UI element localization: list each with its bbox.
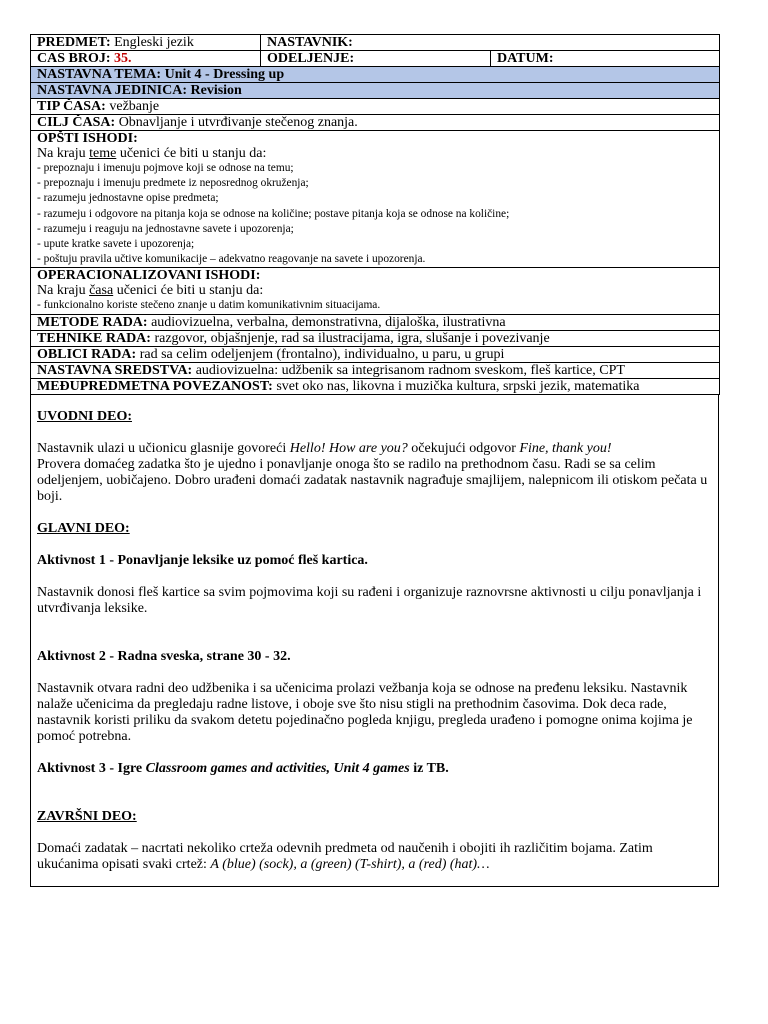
tip-casa-cell (31, 99, 720, 115)
oblici-rada-value: rad sa celim odeljenjem (frontalno), individualno, u paru, u grupi (139, 346, 505, 362)
cilj-casa-cell (31, 115, 720, 131)
datum-cell (491, 51, 720, 67)
tip-casa-label: TIP ČASA: (37, 99, 106, 114)
metode-rada-cell (31, 314, 720, 330)
cas-broj-value: 35. (114, 51, 132, 66)
povezanost-cell (31, 378, 720, 394)
lesson-plan-document (30, 34, 719, 887)
odeljenje-label: ODELJENJE: (267, 51, 355, 66)
opsti-ishodi-item: - razumeju i odgovore na pitanja koja se odnose na količine; postave pitanja koja se odnose na količine; (37, 207, 510, 220)
nastavna-tema: NASTAVNA TEMA: Unit 4 - Dressing up (31, 67, 720, 83)
tehnike-rada-label: TEHNIKE RADA: (37, 330, 151, 346)
lesson-header-table (30, 34, 720, 395)
nastavnik-cell (261, 35, 720, 51)
opsti-ishodi-item: - razumeju jednostavne opise predmeta; (37, 192, 219, 205)
uvodni-paragraph-greeting: Nastavnik ulazi u učionicu glasnije govoreći Hello! How are you? očekujući odgovor Fine, thank you! (37, 440, 612, 456)
opsti-ishodi-cell (31, 131, 720, 268)
nastavna-sredstva-value: audiovizuelna: udžbenik sa integrisanom radnom sveskom, fleš kartice, CPT (195, 362, 625, 378)
row-opsti-ishodi (31, 131, 720, 268)
cilj-casa-label: CILJ ČASA: (37, 115, 116, 130)
povezanost-label: MEĐUPREDMETNA POVEZANOST: (37, 378, 273, 394)
operacionalizovani-ishodi-cell (31, 268, 720, 314)
row-nastavna-tema (31, 67, 720, 83)
aktivnost-2-title: Aktivnost 2 - Radna sveska, strane 30 - 32. (37, 648, 291, 664)
opsti-ishodi-item: - razumeju i reaguju na jednostavne savete i upozorenja; (37, 222, 294, 235)
uvodni-paragraph-homework: Provera domaćeg zadatka što je ujedno i ponavljanje onoga što se radilo na prethodnom času. Radi se sa celim odeljenjem, uobičajeno. Dobro urađeni domaći zadatak nastavnik nagrađuje smajlijem, nalepnicom ili otiskom pečata u boji. (37, 456, 708, 504)
oblici-rada-label: OBLICI RADA: (37, 346, 137, 362)
row-tip-casa (31, 99, 720, 115)
lesson-body (30, 395, 719, 887)
zavrsni-deo-heading: ZAVRŠNI DEO: (37, 808, 137, 824)
aktivnost-1-text: Nastavnik donosi fleš kartice sa svim pojmovima koji su rađeni i organizuje raznovrsne aktivnosti u cilju ponavljanja i utvrđivanja leksike. (37, 584, 702, 616)
row-cilj-casa (31, 115, 720, 131)
povezanost-value: svet oko nas, likovna i muzička kultura, srpski jezik, matematika (276, 378, 640, 394)
row-nastavna-jedinica (31, 83, 720, 99)
aktivnost-3-title: Aktivnost 3 - Igre Classroom games and activities, Unit 4 games iz TB. (37, 760, 449, 776)
aktivnost-1-title: Aktivnost 1 - Ponavljanje leksike uz pomoć fleš kartica. (37, 552, 368, 568)
glavni-deo-heading: GLAVNI DEO: (37, 520, 130, 536)
tehnike-rada-cell (31, 330, 720, 346)
nastavna-sredstva-cell (31, 362, 720, 378)
cas-broj-cell (31, 51, 261, 67)
oblici-rada-cell (31, 346, 720, 362)
operacionalizovani-label: OPERACIONALIZOVANI ISHODI: (37, 268, 261, 284)
datum-label: DATUM: (497, 51, 554, 66)
predmet-label: PREDMET: (37, 35, 111, 50)
opsti-ishodi-label: OPŠTI ISHODI: (37, 131, 138, 146)
metode-rada-label: METODE RADA: (37, 314, 148, 330)
row-cas-broj (31, 51, 720, 67)
predmet-cell (31, 35, 261, 51)
tip-casa-value: vežbanje (109, 99, 160, 114)
aktivnost-2-text: Nastavnik otvara radni deo udžbenika i sa učenicima prolazi vežbanja koja se odnose na pređenu leksiku. Nastavnik nalaže učenicima da pregledaju radne listove, i oboje sve što nisu stigli na prethodnim časovima. Dok deca rade, nastavnik koristi priliku da svakom detetu pojedinačno pogleda knjigu, pregleda urađeno i pomogne onima kojima je pomoć potrebna. (37, 680, 693, 744)
opsti-ishodi-item: - prepoznaju i imenuju predmete iz neposrednog okruženja; (37, 177, 309, 190)
row-predmet (31, 35, 720, 51)
nastavnik-label: NASTAVNIK: (267, 35, 353, 50)
opsti-ishodi-item: - poštuju pravila učtive komunikacije – adekvatno reagovanje na savete i upozorenja. (37, 253, 426, 266)
zavrsni-text: Domaći zadatak – nacrtati nekoliko crteža odevnih predmeta od naučenih i obojiti ih različitim bojama. Zatim ukućanima opisati svaki crtež: A (blue) (sock), a (green) (T-shirt), a (red) (hat)… (37, 840, 653, 872)
operacionalizovani-item: - funkcionalno koriste stečeno znanje u datim komunikativnim situacijama. (37, 299, 381, 312)
opsti-ishodi-item: - prepoznaju i imenuju pojmove koji se odnose na temu; (37, 162, 294, 174)
odeljenje-cell (261, 51, 491, 67)
nastavna-jedinica: NASTAVNA JEDINICA: Revision (31, 83, 720, 99)
row-oblici-rada (31, 346, 720, 362)
row-medjupredmetna-povezanost (31, 378, 720, 394)
metode-rada-value: audiovizuelna, verbalna, demonstrativna, dijaloška, ilustrativna (151, 314, 506, 330)
row-metode-rada (31, 314, 720, 330)
row-operacionalizovani-ishodi (31, 268, 720, 314)
opsti-ishodi-intro: Na kraju teme učenici će biti u stanju da: (37, 146, 267, 161)
tehnike-rada-value: razgovor, objašnjenje, rad sa ilustracijama, igra, slušanje i povezivanje (154, 330, 550, 346)
nastavna-sredstva-label: NASTAVNA SREDSTVA: (37, 362, 193, 378)
row-nastavna-sredstva (31, 362, 720, 378)
row-tehnike-rada (31, 330, 720, 346)
cas-broj-label: CAS BROJ: (37, 51, 111, 66)
cilj-casa-value: Obnavljanje i utvrđivanje stečenog znanja. (118, 115, 358, 130)
opsti-ishodi-item: - upute kratke savete i upozorenja; (37, 238, 195, 251)
predmet-value: Engleski jezik (114, 35, 194, 50)
uvodni-deo-heading: UVODNI DEO: (37, 408, 132, 424)
operacionalizovani-intro: Na kraju časa učenici će biti u stanju da: (37, 283, 264, 299)
